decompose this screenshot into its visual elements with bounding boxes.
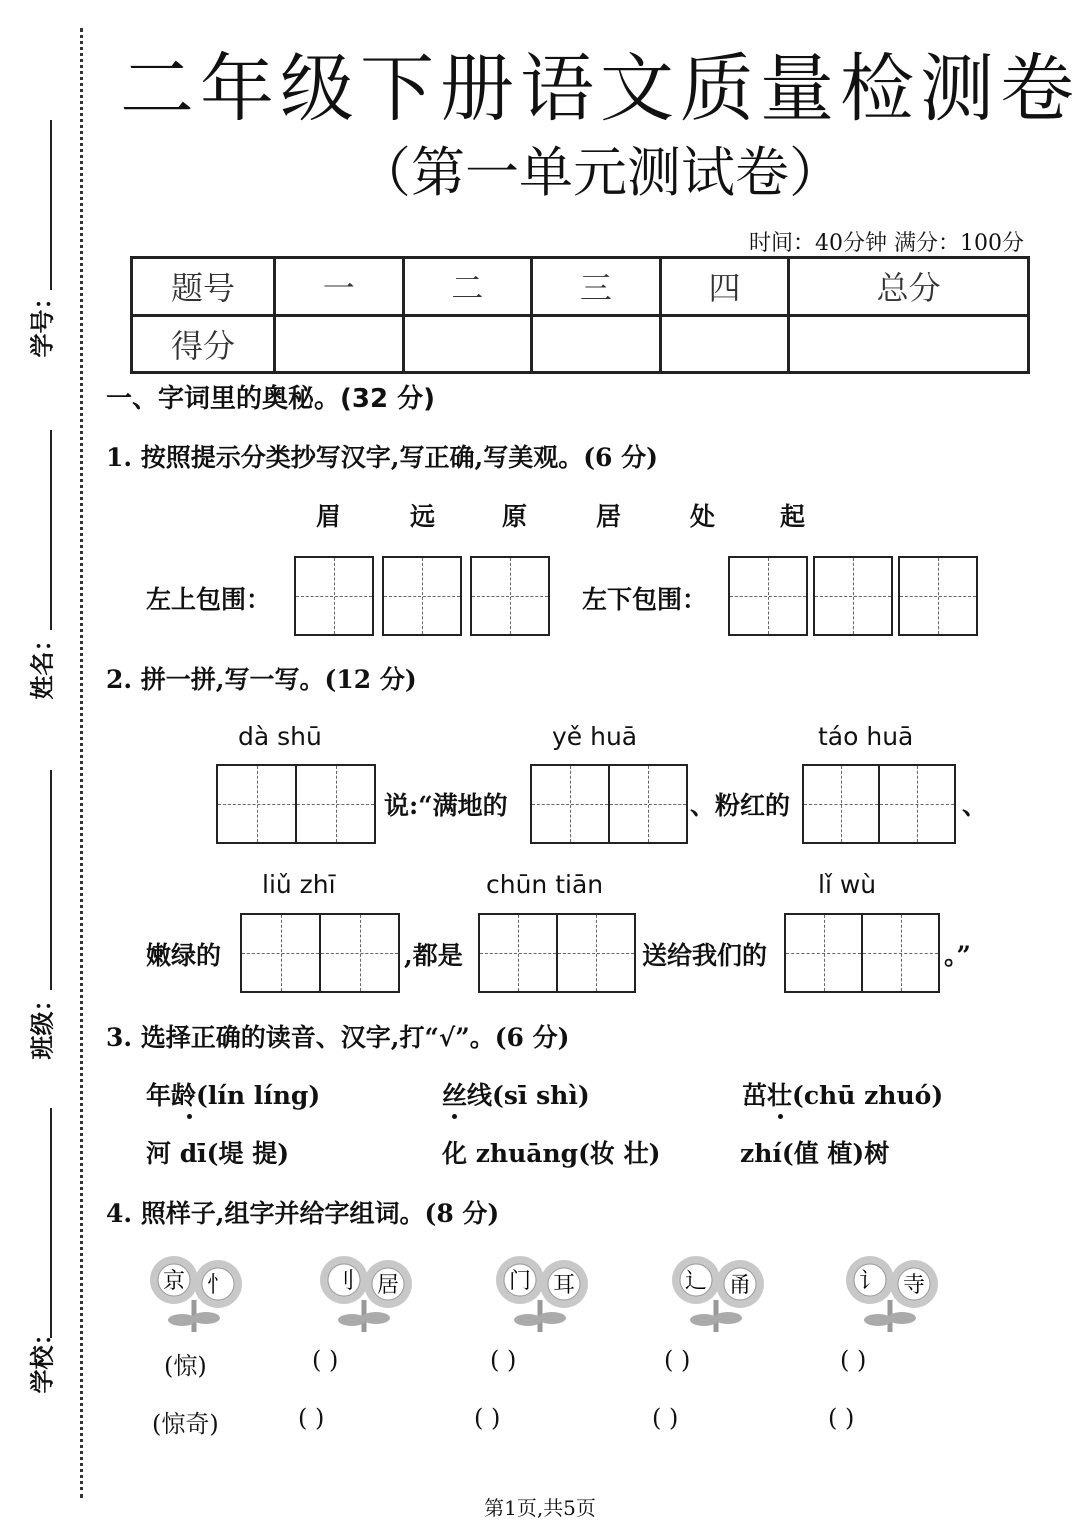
student-id-label: 学号： [28,285,57,358]
choice-item[interactable]: 年龄(lín líng) [146,1081,321,1110]
sentence-text: 、 [962,791,988,820]
flower-char: 耳 [552,1273,576,1298]
flower-char: 忄 [206,1273,230,1298]
writing-grid-2char[interactable] [240,913,400,993]
choice-item[interactable]: 河 dī(堤 提) [146,1139,290,1168]
question-2-prompt: 2. 拼一拼,写一写。(12 分) [106,665,417,694]
pinyin-label: lǐ wù [818,870,877,899]
header-cell: 总分 [789,258,1029,316]
sentence-text: 。” [944,941,971,970]
emphasis-dot [187,1114,192,1119]
header-cell: 二 [403,258,532,316]
binding-dotted-line [80,28,83,1498]
flower-icon [488,1252,598,1332]
char-option: 远 [410,502,436,531]
char-option: 居 [596,502,622,531]
writing-grid[interactable] [382,556,462,636]
score-cell[interactable] [660,315,789,373]
pinyin-label: dà shū [238,722,322,751]
page-title: 二年级下册语文质量检测卷 [120,46,1080,132]
flower-char: 居 [376,1273,400,1298]
pinyin-label: táo huā [818,722,914,751]
sentence-text: 说:“满地的 [384,791,508,820]
char-blank[interactable]: ( ) [490,1346,517,1374]
writing-grid-2char[interactable] [478,913,636,993]
page-footer: 第1页,共5页 [484,1496,596,1520]
flower-icon [142,1252,252,1332]
sentence-text: ,都是 [404,941,463,970]
writing-grid-2char[interactable] [216,764,376,844]
flower-char: 辶 [684,1269,708,1294]
score-cell[interactable] [532,315,661,373]
header-cell: 三 [532,258,661,316]
writing-grid-2char[interactable] [784,913,940,993]
flower-char: 刂 [332,1269,356,1294]
writing-grid-2char[interactable] [802,764,956,844]
char-option: 起 [780,502,806,531]
flower-char: 门 [508,1269,532,1294]
char-option: 原 [502,502,528,531]
score-row-label: 得分 [132,315,275,373]
flower-char: 讠 [858,1269,882,1294]
question-3-prompt: 3. 选择正确的读音、汉字,打“√”。(6 分) [106,1023,570,1052]
sentence-text: 送给我们的 [642,941,768,970]
pinyin-label: yě huā [552,722,638,751]
question-1-prompt: 1. 按照提示分类抄写汉字,写正确,写美观。(6 分) [106,443,658,472]
flower-icon [312,1252,422,1332]
choice-item[interactable]: 丝线(sī shì) [442,1081,590,1110]
score-cell[interactable] [275,315,404,373]
question-4-prompt: 4. 照样子,组字并给字组词。(8 分) [106,1199,500,1228]
example-char: (惊) [164,1352,207,1380]
char-blank[interactable]: ( ) [312,1346,339,1374]
flower-icon [838,1252,948,1332]
time-info: 时间：40分钟 满分：100分 [749,231,1024,256]
example-word: (惊奇) [152,1410,219,1438]
writing-grid-2char[interactable] [530,764,688,844]
char-blank[interactable]: ( ) [840,1346,867,1374]
section-heading: 一、字词里的奥秘。(32 分) [106,384,435,414]
left-top-enclosure-label: 左上包围： [146,585,272,614]
emphasis-dot [452,1114,457,1119]
class-label: 班级： [28,987,57,1060]
choice-item[interactable]: 茁壮(chū zhuó) [742,1081,944,1110]
score-row [132,315,1029,373]
writing-grid[interactable] [898,556,978,636]
name-write-line[interactable] [50,430,52,630]
flower-char: 京 [162,1269,186,1294]
char-option: 眉 [316,502,342,531]
sentence-text: 嫩绿的 [146,941,222,970]
pinyin-label: chūn tiān [486,870,604,899]
page-subtitle: （第一单元测试卷） [357,141,843,204]
emphasis-dot [778,1114,783,1119]
header-cell: 一 [275,258,404,316]
score-table [130,256,1030,374]
word-blank[interactable]: ( ) [652,1404,679,1432]
score-cell[interactable] [403,315,532,373]
flower-char: 寺 [902,1273,926,1298]
score-cell[interactable] [789,315,1029,373]
char-option: 处 [690,502,716,531]
word-blank[interactable]: ( ) [474,1404,501,1432]
pinyin-label: liǔ zhī [262,870,336,899]
char-blank[interactable]: ( ) [664,1346,691,1374]
writing-grid[interactable] [294,556,374,636]
header-cell: 题号 [132,258,275,316]
writing-grid[interactable] [728,556,808,636]
id-write-line[interactable] [50,120,52,290]
name-label: 姓名： [28,627,57,700]
flower-char: 甬 [728,1273,752,1298]
school-write-line[interactable] [50,1108,52,1338]
sentence-text: 、粉红的 [690,791,791,820]
school-label: 学校： [28,1321,57,1394]
writing-grid[interactable] [813,556,893,636]
score-header-row [132,258,1029,316]
header-cell: 四 [660,258,789,316]
word-blank[interactable]: ( ) [828,1404,855,1432]
choice-item[interactable]: 化 zhuāng(妆 壮) [442,1139,661,1168]
class-write-line[interactable] [50,770,52,990]
flower-icon [664,1252,774,1332]
left-bottom-enclosure-label: 左下包围： [582,585,708,614]
word-blank[interactable]: ( ) [298,1404,325,1432]
choice-item[interactable]: zhí(值 植)树 [740,1139,890,1168]
writing-grid[interactable] [470,556,550,636]
